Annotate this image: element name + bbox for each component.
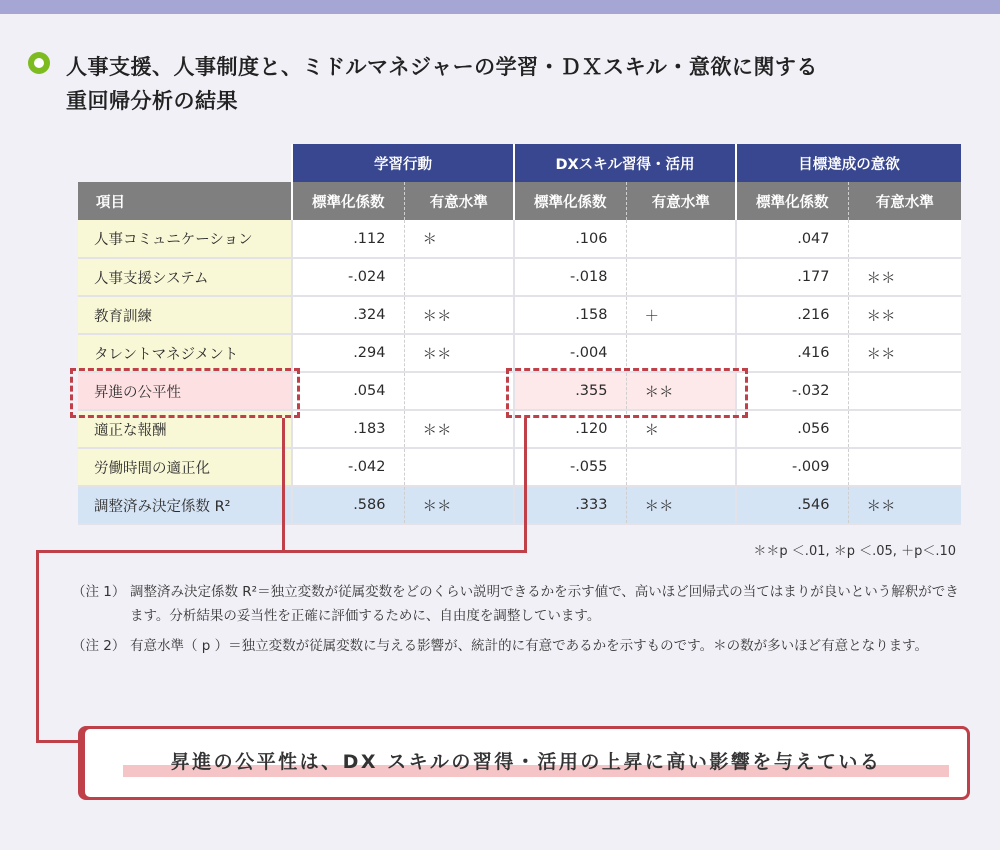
coef-cell: .047 — [736, 220, 848, 258]
sig-cell — [626, 334, 736, 372]
coef-cell: .546 — [736, 486, 848, 524]
page-title: 人事支援、人事制度と、ミドルマネジャーの学習・ＤＸスキル・意欲に関する 重回帰分析の結果 — [66, 55, 818, 113]
sig-cell: ＊ — [404, 220, 514, 258]
sig-cell — [404, 372, 514, 410]
sig-cell: ＊＊ — [626, 372, 736, 410]
coef-header: 標準化係数 — [514, 182, 626, 220]
sig-cell: ＋ — [626, 296, 736, 334]
notes — [72, 580, 972, 664]
row-label: 人事コミュニケーション — [78, 220, 292, 258]
group-header-motivation: 目標達成の意欲 — [736, 144, 961, 182]
sig-cell — [404, 448, 514, 486]
row-label: タレントマネジメント — [78, 334, 292, 372]
note-1 — [72, 580, 972, 628]
significance-legend: ＊＊p ＜.01, ＊p ＜.05, ＋p＜.10 — [753, 544, 956, 559]
coef-cell: .158 — [514, 296, 626, 334]
sig-cell — [626, 258, 736, 296]
connector-line — [36, 550, 527, 553]
coef-cell: .416 — [736, 334, 848, 372]
note-tag: （注 2） — [72, 638, 126, 654]
sig-cell — [626, 448, 736, 486]
sig-cell — [848, 372, 961, 410]
sig-cell — [626, 220, 736, 258]
group-header-learning: 学習行動 — [292, 144, 514, 182]
conclusion-box — [82, 726, 970, 800]
coef-cell: .112 — [292, 220, 404, 258]
coef-cell: -.032 — [736, 372, 848, 410]
sig-header: 有意水準 — [848, 182, 961, 220]
coef-cell: .183 — [292, 410, 404, 448]
table-row — [78, 258, 961, 296]
coef-cell: .056 — [736, 410, 848, 448]
table-row — [78, 296, 961, 334]
connector-line — [524, 418, 527, 552]
circle-bullet-icon — [28, 52, 50, 74]
sig-cell: ＊＊ — [848, 334, 961, 372]
coef-cell: .177 — [736, 258, 848, 296]
coef-cell: .120 — [514, 410, 626, 448]
table-row — [78, 410, 961, 448]
coef-cell: .294 — [292, 334, 404, 372]
sig-header: 有意水準 — [404, 182, 514, 220]
connector-line — [36, 550, 39, 742]
coef-header: 標準化係数 — [292, 182, 404, 220]
sig-cell: ＊＊ — [404, 410, 514, 448]
coef-cell: -.004 — [514, 334, 626, 372]
coef-cell: .216 — [736, 296, 848, 334]
regression-table — [78, 144, 961, 525]
row-label: 教育訓練 — [78, 296, 292, 334]
sig-cell — [848, 220, 961, 258]
sig-cell: ＊＊ — [848, 258, 961, 296]
sig-cell: ＊＊ — [848, 296, 961, 334]
row-label: 労働時間の適正化 — [78, 448, 292, 486]
sig-cell: ＊＊ — [404, 486, 514, 524]
sig-cell — [404, 258, 514, 296]
coef-cell: .355 — [514, 372, 626, 410]
heading — [28, 50, 968, 118]
connector-line — [36, 740, 86, 743]
table-row — [78, 334, 961, 372]
note-text: 調整済み決定係数 R²＝独立変数が従属変数をどのくらい説明できるかを示す値で、高いほど回帰式の当てはまりが良いという解釈ができます。分析結果の妥当性を正確に評価するために、自由度を調整しています。 — [130, 584, 959, 624]
coef-cell: .586 — [292, 486, 404, 524]
table-row — [78, 486, 961, 524]
connector-line — [282, 418, 285, 552]
sig-cell: ＊＊ — [848, 486, 961, 524]
table-row — [78, 372, 961, 410]
sig-header: 有意水準 — [626, 182, 736, 220]
coef-cell: .054 — [292, 372, 404, 410]
coef-cell: .333 — [514, 486, 626, 524]
note-text: 有意水準（ p ）＝独立変数が従属変数に与える影響が、統計的に有意であるかを示すものです。＊の数が多いほど有意となります。 — [130, 638, 928, 654]
coef-cell: -.042 — [292, 448, 404, 486]
coef-cell: .324 — [292, 296, 404, 334]
coef-cell: -.055 — [514, 448, 626, 486]
coef-cell: .106 — [514, 220, 626, 258]
note-2 — [72, 634, 972, 658]
group-header-dx: DXスキル習得・活用 — [514, 144, 736, 182]
row-label: 人事支援システム — [78, 258, 292, 296]
sig-cell: ＊＊ — [626, 486, 736, 524]
sig-cell — [848, 448, 961, 486]
row-label: 昇進の公平性 — [78, 372, 292, 410]
note-tag: （注 1） — [72, 584, 126, 600]
row-label: 適正な報酬 — [78, 410, 292, 448]
sig-cell: ＊＊ — [404, 296, 514, 334]
coef-cell: -.018 — [514, 258, 626, 296]
row-label: 調整済み決定係数 R² — [78, 486, 292, 524]
top-bar — [0, 0, 1000, 14]
sig-cell: ＊＊ — [404, 334, 514, 372]
table-row — [78, 448, 961, 486]
coef-cell: -.024 — [292, 258, 404, 296]
conclusion-text: 昇進の公平性は、DX スキルの習得・活用の上昇に高い影響を与えている — [170, 751, 882, 773]
coef-cell: -.009 — [736, 448, 848, 486]
sig-cell — [848, 410, 961, 448]
sig-cell: ＊ — [626, 410, 736, 448]
table-row — [78, 220, 961, 258]
coef-header: 標準化係数 — [736, 182, 848, 220]
item-header: 項目 — [78, 182, 292, 220]
